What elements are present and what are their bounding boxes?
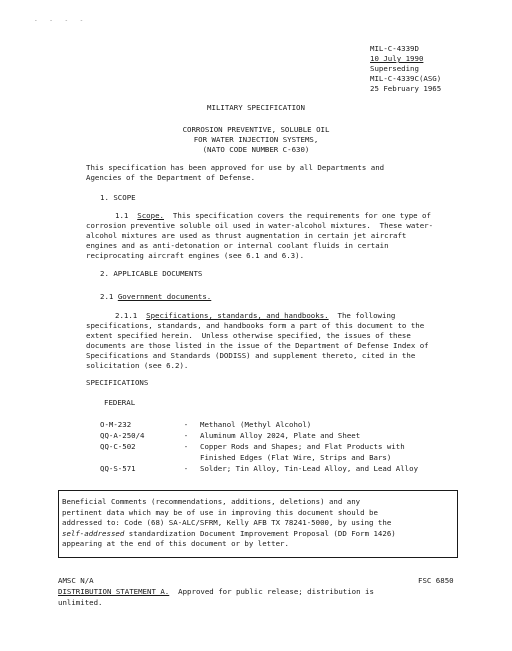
- beneficial-comments-box: [58, 490, 458, 558]
- comments-line-rest: standardization Document Improvement Proposal (DD Form 1426): [124, 528, 396, 538]
- spec-row: [100, 463, 440, 474]
- spec-number: QQ-A-250/4: [100, 431, 145, 440]
- amsc-code: AMSC N/A: [58, 576, 94, 585]
- spec-dash: -: [183, 420, 189, 429]
- scan-specks: - - - -: [34, 17, 88, 24]
- federal-spec-list: [100, 419, 440, 474]
- superseded-date: 25 February 1965: [370, 84, 442, 93]
- federal-label: FEDERAL: [104, 398, 136, 407]
- section-2-1-1-text: The following specifications, standards, and handbooks form a part of this document to the extent specified herein. Unless otherwise specified, the issues of these documents are those listed in the issue of the Department of Defense Index of Specifications and Standards (DODISS) and supplement thereto, cited in the solicitation (see 6.2).: [86, 311, 429, 370]
- spec-description: Methanol (Methyl Alcohol): [200, 420, 312, 429]
- self-addressed-italic: self-addressed: [62, 528, 125, 538]
- spec-number: QQ-C-502: [100, 442, 136, 451]
- superseded-number: MIL-C-4339C(ASG): [370, 74, 442, 83]
- government-documents-heading: [100, 292, 211, 302]
- spec-row: [100, 430, 440, 441]
- scope-text: This specification covers the requirements for one type of corrosion preventive soluble oil used in water-alcohol mixtures. These water- alcohol mixtures are used as thrust augmentation in certain jet aircraft engines and as anti-detonation or internal coolant fluids in certain reciprocating aircraft engines (see 6.1 and 6.3).: [86, 211, 434, 260]
- spec-number: QQ-S-571: [100, 464, 136, 473]
- document-date: 10 July 1990: [370, 54, 424, 63]
- spec-description: Aluminum Alloy 2024, Plate and Sheet: [200, 431, 361, 440]
- distribution-text: Approved for public release; distribution is unlimited.: [58, 587, 374, 607]
- comments-line: [62, 529, 457, 540]
- section-1-heading: 1. SCOPE: [100, 193, 136, 202]
- superseding-label: Superseding: [370, 64, 419, 73]
- comments-line: pertinent data which may be of use in improving this document should be: [62, 507, 378, 517]
- specifications-paragraph: [86, 311, 506, 371]
- fsc-code: FSC 6850: [418, 576, 454, 585]
- spec-row: [100, 441, 440, 463]
- comments-line: Beneficial Comments (recommendations, additions, deletions) and any: [62, 497, 361, 506]
- comments-line: appearing at the end of this document or by letter.: [62, 539, 289, 548]
- distribution-label: DISTRIBUTION STATEMENT A.: [58, 587, 170, 596]
- distribution-statement: [58, 587, 478, 608]
- title-line-1: CORROSION PREVENTIVE, SOLUBLE OIL: [182, 125, 330, 134]
- section-2-1-number: 2.1: [100, 292, 114, 301]
- spec-description: Copper Rods and Shapes; and Flat Products with Finished Edges (Flat Wire, Strips and Bars): [200, 442, 405, 462]
- scope-title: Scope.: [137, 211, 164, 220]
- scope-number: 1.1: [115, 211, 129, 220]
- section-2-1-title: Government documents.: [117, 292, 212, 301]
- comments-line: addressed to: Code (68) SA-ALC/SFRM, Kelly AFB TX 78241-5000, by using the: [62, 518, 392, 527]
- spec-dash: -: [183, 442, 189, 451]
- section-2-1-1-title: Specifications, standards, and handbooks.: [146, 311, 329, 320]
- spec-description: Solder; Tin Alloy, Tin-Lead Alloy, and Lead Alloy: [200, 464, 419, 473]
- spec-dash: -: [183, 464, 189, 473]
- specifications-label: SPECIFICATIONS: [86, 378, 149, 387]
- spec-number: O-M-232: [100, 420, 132, 429]
- document-number: MIL-C-4339D: [370, 44, 419, 53]
- document-identifier-block: [370, 44, 510, 94]
- scope-paragraph: [86, 211, 506, 261]
- title-line-3: (NATO CODE NUMBER C-630): [202, 145, 310, 154]
- spec-dash: -: [183, 431, 189, 440]
- section-2-1-1-number: 2.1.1: [115, 311, 138, 320]
- section-2-heading: 2. APPLICABLE DOCUMENTS: [100, 269, 203, 278]
- title-line-2: FOR WATER INJECTION SYSTEMS,: [193, 135, 319, 144]
- approval-statement: This specification has been approved for use by all Departments and Agencies of the Department of Defense.: [86, 163, 385, 182]
- spec-row: [100, 419, 440, 430]
- spec-type-heading: MILITARY SPECIFICATION: [207, 103, 305, 112]
